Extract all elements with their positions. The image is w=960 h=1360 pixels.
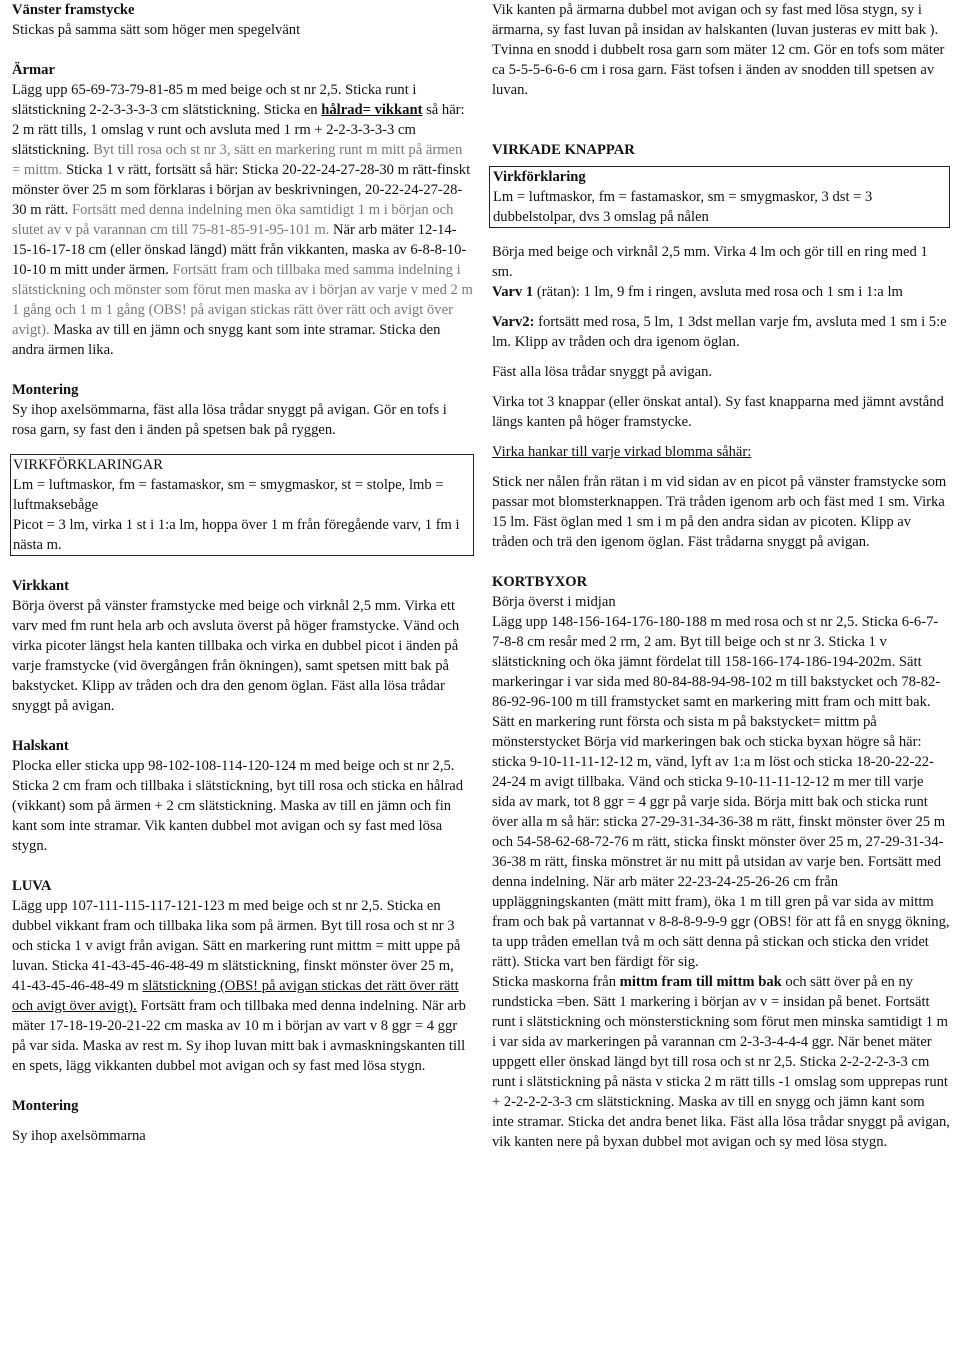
sleeves-text-1: Lägg upp 65-69-73-79-81-85 m med beige och st nr 2,5. Sticka runt i slätstickning 2-2-3-3-3-3 cm slätstickning. Sticka en	[12, 82, 417, 118]
shorts-text-1: Lägg upp 148-156-164-176-180-188 m med rosa och st nr 2,5. Sticka 6-6-7-7-8-8 cm resår med 2 rm, 2 am. Byt till beige och st nr 3. Sticka 1 v slätstickning och öka jämnt fördelat till 158-166-174-186-194-202m. Sätt markeringar i var sida med 80-84-88-94-98-102 m till bakstycket och 78-82-86-92-96-100 m till framstycket samt en markering mitt fram och mitt bak. Sätt en markering runt första och sista m på bakstycket= mittm på mönsterstycket Börja vid markeringen bak och sticka byxan högre så här: sticka 9-10-11-11-12-12 m, vänd, lyft av 1:a m löst och sticka 18-20-22-22-24-24 m avigt tillbaka. Vänd och sticka 9-10-11-11-12-12 m mer till varje sida av mark, tot 8 ggr = 4 ggr på varje sida. Börja mitt bak och sticka runt över alla m så här: sticka 27-29-31-34-36-38 m rätt, finskt mönster över 25 m och 54-58-62-68-72-76 m rätt, sticka finskt mönster över 25 m, 27-29-31-34-36-38 m rätt, finska mönstret är nu mitt på utsidan av varje ben. Fortsätt med denna indelning. När arb mäter 22-23-24-25-26-26 cm från uppläggningskanten (mätt mitt fram), öka 1 m till gren på var sida av mittm fram och bak på vartannat v 8-8-8-9-9-9 ggr (OBS! för att få en snygg ökning, ta upp tråden emellan två m och sätt denna på stickan och sticka den vridet rätt). Sticka vart ben färdigt för sig.	[492, 614, 950, 970]
fasten-text: Fäst alla lösa trådar snyggt på avigan.	[492, 364, 713, 380]
neck-text: Plocka eller sticka upp 98-102-108-114-120-124 m med beige och st nr 2,5. Sticka 2 cm fram och tillbaka i slätstickning, byt till rosa och sticka en hålrad (vikkant) som på ärmen + 2 cm slätstickning. Maska av till en jämn och fin kant som inte stramar. Vik kanten dubbel mot avigan och sy fast med lösa stygn.	[12, 758, 464, 854]
front-text: Stickas på samma sätt som höger men spegelvänt	[12, 22, 301, 38]
left-column	[12, 0, 474, 1146]
row-1	[492, 282, 950, 302]
neck-title: Halskant	[12, 738, 69, 754]
sleeves-text-gray: Byt till rosa och st nr 3, sätt en markering runt m mitt på ärmen = mittm.	[12, 142, 463, 178]
assembly-text: Sy ihop axelsömmarna, fäst alla lösa trådar snyggt på avigan. Gör en tofs i rosa garn, sy fast den i änden på spetsen bak på ryggen.	[12, 402, 447, 438]
crochet-three-text: Virka tot 3 knappar (eller önskat antal). Sy fast knapparna med jämnt avstånd längs kanten på höger framstycke.	[492, 394, 944, 430]
shorts-title: KORTBYXOR	[492, 574, 588, 590]
shorts-subtitle: Börja överst i midjan	[492, 594, 616, 610]
abbreviations-1: Lm = luftmaskor, fm = fastamaskor, sm = smygmaskor, st = stolpe, lmb = luftmaksebåge	[13, 477, 444, 513]
sleeves-paragraph	[12, 80, 474, 360]
row-1-text: (rätan): 1 lm, 9 fm i ringen, avsluta med rosa och 1 sm i 1:a lm	[533, 284, 903, 300]
right-top-text: Vik kanten på ärmarna dubbel mot avigan och sy fast med lösa stygn, sy i ärmarna, sy fast luvan på insidan av halskanten (luvan justeras ev mitt bak ). Tvinna en snodd i dubbelt rosa garn som mäter 12 cm. Gör en tofs som mäter ca 5-5-5-6-6-6 cm i rosa garn. Fäst tofsen i änden av snodden till spetsen av luvan.	[492, 2, 945, 98]
loops-title: Virka hankar till varje virkad blomma såhär:	[492, 444, 752, 460]
edge-text: Börja överst på vänster framstycke med beige och virknål 2,5 mm. Virka ett varv med fm runt hela arb och avsluta överst på höger framstycke. Vänd och virka picoter längst hela kanten tillbaka och virka en dubbel picot i änden på varje framstycke (vid övergången från ökningen), samt spetsen mitt bak på bakstycket. Klipp av tråden och dra den genom öglan. Fäst alla lösa trådar snyggt på avigan.	[12, 598, 460, 714]
abbreviations-2: Picot = 3 lm, virka 1 st i 1:a lm, hoppa över 1 m från föregående varv, 1 fm i nästa m.	[13, 517, 460, 553]
buttons-title: VIRKADE KNAPPAR	[492, 142, 635, 158]
sleeves-bold-term: hålrad= vikkant	[321, 102, 423, 118]
hat-paragraph	[12, 896, 474, 1076]
row-2-label: Varv2:	[492, 314, 535, 330]
row-2-text: fortsätt med rosa, 5 lm, 1 3dst mellan varje fm, avsluta med 1 sm i 5:e lm. Klipp av tråden och dra igenom öglan.	[492, 314, 947, 350]
edge-title: Virkkant	[12, 578, 70, 594]
hat-assembly-text: Sy ihop axelsömmarna	[12, 1128, 146, 1144]
sleeves-text-gray2: Fortsätt med denna indelning men öka samtidigt 1 m i början och slutet av v på varannan cm till 75-81-85-91-95-101 m.	[12, 202, 454, 238]
shorts-paragraph-2	[492, 972, 950, 1152]
sleeves-text-4: När arb mäter 12-14-15-16-17-18 cm (eller önskad längd) mätt från vikkanten, maska av 6-8-8-10-10-10 m mitt under ärmen.	[12, 222, 467, 278]
sleeves-text-5: Maska av till en jämn och snygg kant som inte stramar. Sticka den andra ärmen lika.	[12, 322, 441, 358]
sleeves-title: Ärmar	[12, 62, 55, 78]
definition-text: Lm = luftmaskor, fm = fastamaskor, sm = smygmaskor, 3 dst = 3 dubbelstolpar, dvs 3 omslag på nålen	[493, 189, 873, 225]
right-column	[492, 0, 950, 1152]
abbreviations-box	[10, 454, 474, 556]
hat-text-1: Lägg upp 107-111-115-117-121-123 m med beige och st nr 2,5. Sticka en dubbel vikkant fram och tillbaka lika som på ärmen. Byt till rosa och st nr 3 och sticka 1 v avigt från avigan. Sätt en markering runt mittm = mitt uppe på luvan. Sticka 41-43-45-46-48-49 m slätstickning, finskt mönster över 25 m, 41-43-45-46-48-49 m	[12, 898, 461, 994]
sleeves-text-3: Sticka 1 v rätt, fortsätt så här: Sticka 20-22-24-27-28-30 m rätt-finskt mönster över 25 m som förklaras i början av beskrivningen, 20-22-24-27-28-30 m rätt.	[12, 162, 471, 218]
row-2	[492, 312, 950, 352]
crochet-definition-box	[489, 166, 950, 228]
buttons-start: Börja med beige och virknål 2,5 mm. Virka 4 lm och gör till en ring med 1 sm.	[492, 244, 928, 280]
loops-text: Stick ner nålen från rätan i m vid sidan av en picot på vänster framstycke som passar mot blomsterknappen. Trä tråden igenom arb och fäst med 1 sm. Virka 15 lm. Fäst öglan med 1 sm i m på den andra sidan av picoten. Klipp av tråden och trä den igenom öglan. Fäst trådarna snyggt på avigan.	[492, 474, 947, 550]
hat-text-underlined: slätstickning (OBS! på avigan stickas det rätt över rätt och avigt över avigt).	[12, 978, 459, 1014]
front-title: Vänster framstycke	[12, 2, 135, 18]
sleeves-text-gray3: Fortsätt fram och tillbaka med samma indelning i slätstickning och mönster som förut men maska av i början av varje v med 2 m 1 gång och 1 m 1 gång (OBS! på avigan stickas rätt över rätt och avigt över avigt).	[12, 262, 473, 338]
hat-assembly-title: Montering	[12, 1098, 79, 1114]
row-1-label: Varv 1	[492, 284, 534, 300]
sleeves-text-2: så här: 2 m rätt tills, 1 omslag v runt och avsluta med 1 rm + 2-2-3-3-3-3 cm slätstickning.	[12, 102, 465, 158]
assembly-title: Montering	[12, 382, 79, 398]
shorts-text-2a: Sticka maskorna från	[492, 974, 620, 990]
shorts-text-2b: mittm fram till mittm bak	[619, 974, 782, 990]
shorts-text-2c: och sätt över på en ny rundsticka =ben. Sätt 1 markering i början av v = insidan på benet. Fortsätt runt i slätstickning och mönsterstickning som förut men minska samtidigt 1 m i var sida av markeringen på varannan cm 2-3-3-4-4-4 ggr. När benet mäter uppgett eller önskad längd byt till rosa och st nr 2,5. Sticka 2-2-2-2-3-3 cm runt i slätstickning på nästa v sticka 2 m rätt tills -1 omslag som upprepas runt + 2-2-2-2-3-3 cm slätstickning. Maska av till en snygg och jämn kant som inte stramar. Sticka det andra benet lika. Fäst alla lösa trådar snyggt på avigan, vik kanten nere på byxan dubbel mot avigan och sy med lösa stygn.	[492, 974, 950, 1150]
hat-text-2: Fortsätt fram och tillbaka med denna indelning. När arb mäter 17-18-19-20-21-22 cm maska av 10 m i början av vart v 8 ggr = 4 ggr på var sida. Maska av rest m. Sy ihop luvan mitt bak i avmaskningskanten till en spets, lägg vikkanten dubbel mot avigan och sy fast med lösa stygn.	[12, 998, 466, 1074]
definition-title: Virkförklaring	[493, 169, 586, 185]
abbreviations-title: VIRKFÖRKLARINGAR	[13, 457, 163, 473]
hat-title: LUVA	[12, 878, 52, 894]
